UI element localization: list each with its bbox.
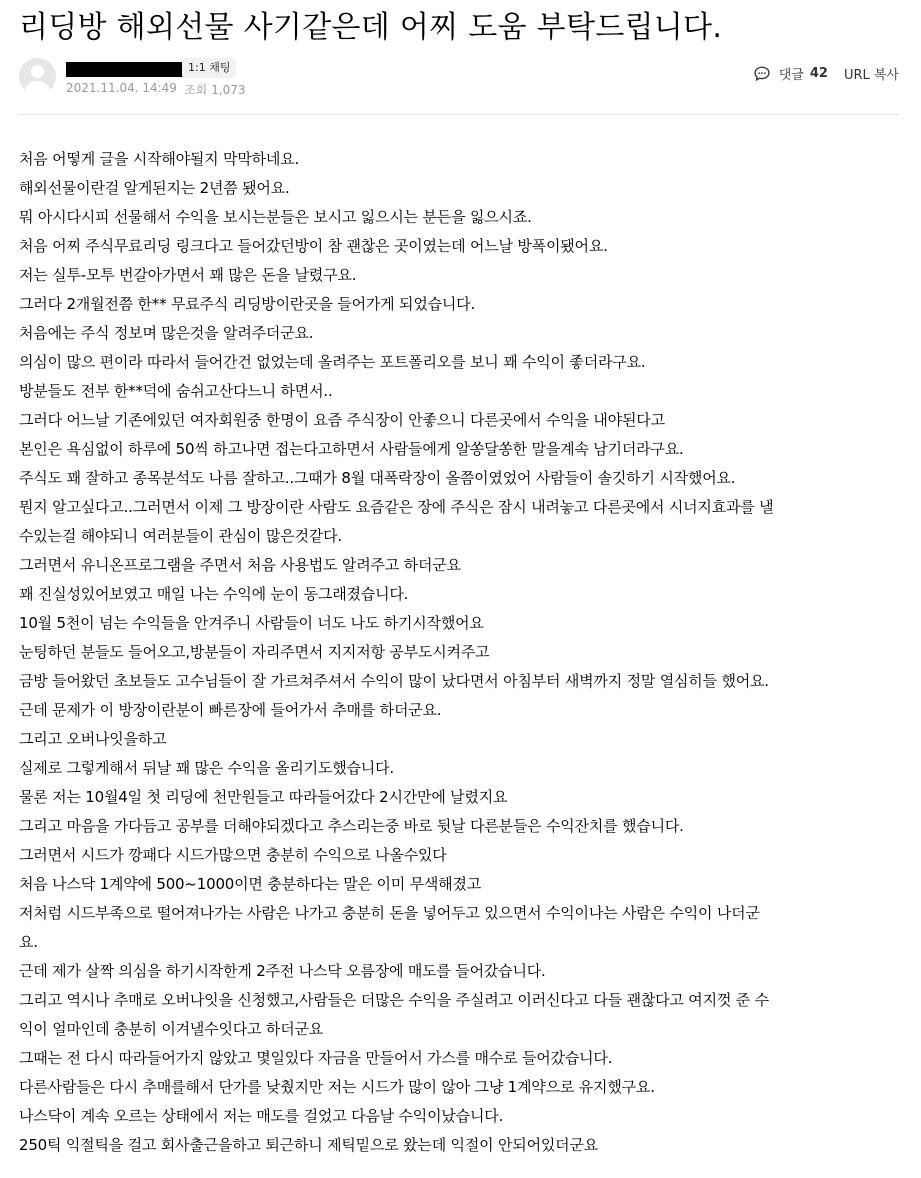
content-line: 꽤 진실성있어보였고 매일 나는 수익에 눈이 동그래졌습니다. (19, 585, 409, 603)
redacted-author-name (66, 62, 183, 77)
post-content (19, 114, 899, 1178)
content-line: 그러다 2개월전쯤 한** 무료주식 리딩방이란곳을 들어가게 되었습니다. (19, 295, 476, 313)
default-profile-icon[interactable] (19, 58, 56, 95)
comments-link[interactable]: 댓글 (778, 68, 804, 83)
content-line: 의심이 많으 편이라 따라서 들어간건 없었는데 올려주는 포트폴리오를 보니 꽤 수익이 좋더라구요. (19, 353, 646, 371)
content-line: 그러면서 유니온프로그램을 주면서 처음 사용법도 알려주고 하더군요 (19, 556, 461, 574)
content-line: 저는 실투-모투 번갈아가면서 꽤 많은 돈을 날렸구요. (19, 266, 357, 284)
post-actions (753, 64, 899, 83)
content-line: 그러면서 시드가 깡패다 시드가많으면 충분히 수익으로 나올수있다 (19, 846, 447, 864)
content-line: 금방 들어왔던 초보들도 고수님들이 잘 가르쳐주셔서 수익이 많이 났다면서 아침부터 새벽까지 정말 열심히들 했어요. (19, 672, 769, 690)
content-lines (19, 145, 899, 1160)
speech-bubble-icon[interactable] (753, 65, 771, 83)
content-line: 뭐 아시다시피 선물해서 수익을 보시는분들은 보시고 잃으시는 분든을 잃으시죠. (19, 208, 532, 226)
content-line: 10월 5천이 넘는 수익들을 안겨주니 사람들이 너도 나도 하기시작했어요 (19, 614, 484, 632)
content-line: 주식도 꽤 잘하고 종목분석도 나름 잘하고..그때가 8월 대폭락장이 올쯤이였었어 사람들이 솔깃하기 시작했어요. (19, 469, 736, 487)
chat-button[interactable]: 1:1 채팅 (182, 58, 236, 78)
content-line: 근데 제가 살짝 의심을 하기시작한게 2주전 나스닥 오름장에 매도를 들어갔습니다. (19, 962, 546, 980)
post-date: 2021.11.04. 14:49 (66, 81, 177, 95)
comments-count[interactable]: 42 (809, 66, 828, 81)
content-line: 물론 저는 10월4일 첫 리딩에 천만원들고 따라들어갔다 2시간만에 날렸지요 (19, 788, 508, 806)
content-line: 그리고 역시나 추매로 오버나잇을 신청했고,사람들은 더많은 수익을 주실려고 이러신다고 다들 괜찮다고 여지껏 준 수 (19, 991, 769, 1009)
content-line: 저처럼 시드부족으로 떨어져나가는 사람은 나가고 충분히 돈을 넣어두고 있으면서 수익이나는 사람은 수익이 나더군 (19, 904, 760, 922)
avatar-body-shape (25, 81, 50, 95)
view-count (180, 81, 246, 98)
content-line: 다른사람들은 다시 추매를해서 단가를 낮췄지만 저는 시드가 많이 않아 그냥 1계약으로 유지했구요. (19, 1078, 655, 1096)
url-copy-button[interactable]: URL 복사 (843, 68, 899, 83)
views-count: 1,073 (211, 83, 246, 97)
content-line: 처음 어찌 주식무료리딩 링크다고 들어갔던방이 참 괜찮은 곳이였는데 어느날 방폭이됐어요. (19, 237, 608, 255)
views-label: 조회 (184, 83, 208, 97)
post-meta (19, 56, 904, 100)
content-line: 처음 어떻게 글을 시작해야될지 막막하네요. (19, 150, 300, 168)
content-line: 요. (19, 933, 38, 951)
content-line: 눈팅하던 분들도 들어오고,방분들이 자리주면서 지지저항 공부도시켜주고 (19, 643, 490, 661)
content-line: 그리고 마음을 가다듬고 공부를 더해야되겠다고 추스리는중 바로 뒷날 다른분들은 수익잔치를 했습니다. (19, 817, 684, 835)
content-line: 실제로 그렇게해서 뒤날 꽤 많은 수익을 올리기도했습니다. (19, 759, 394, 777)
content-line: 그때는 전 다시 따라들어가지 않았고 몇일있다 자금을 만들어서 가스를 매수로 들어갔습니다. (19, 1049, 613, 1067)
content-line: 익이 얼마인데 충분히 이겨낼수잇다고 하더군요 (19, 1020, 324, 1038)
content-line: 250틱 익절틱을 걸고 회사출근을하고 퇴근하니 제틱밑으로 왔는데 익절이 안되어있더군요 (19, 1136, 599, 1154)
content-line: 근데 문제가 이 방장이란분이 빠른장에 들어가서 추매를 하더군요. (19, 701, 442, 719)
content-line: 방분들도 전부 한**덕에 숨쉬고산다느니 하면서.. (19, 382, 333, 400)
content-line: 처음에는 주식 정보며 많은것을 알려주더군요. (19, 324, 314, 342)
post-title: 리딩방 해외선물 사기같은데 어찌 도움 부탁드립니다. (19, 10, 723, 45)
content-line: 처음 나스닥 1계약에 500~1000이면 충분하다는 말은 이미 무색해졌고 (19, 875, 482, 893)
content-line: 수있는걸 해야되니 여러분들이 관심이 많은것같다. (19, 527, 342, 545)
avatar-head-shape (31, 65, 44, 78)
content-line: 그리고 오버나잇을하고 (19, 730, 167, 748)
content-line: 나스닥이 계속 오르는 상태에서 저는 매도를 걸었고 다음날 수익이났습니다. (19, 1107, 504, 1125)
content-line: 본인은 욕심없이 하루에 50씩 하고나면 접는다고하면서 사람들에게 알쏭달쏭한 말을계속 남기더라구요. (19, 440, 684, 458)
content-line: 그러다 어느날 기존에있던 여자회원중 한명이 요즘 주식장이 안좋으니 다른곳에서 수익을 내야된다고 (19, 411, 665, 429)
content-line: 해외선물이란걸 알게된지는 2년쯤 됐어요. (19, 179, 290, 197)
content-line: 뭔지 알고싶다고..그러면서 이제 그 방장이란 사람도 요즘같은 장에 주식은 잠시 내려놓고 다른곳에서 시너지효과를 낼 (19, 498, 774, 516)
